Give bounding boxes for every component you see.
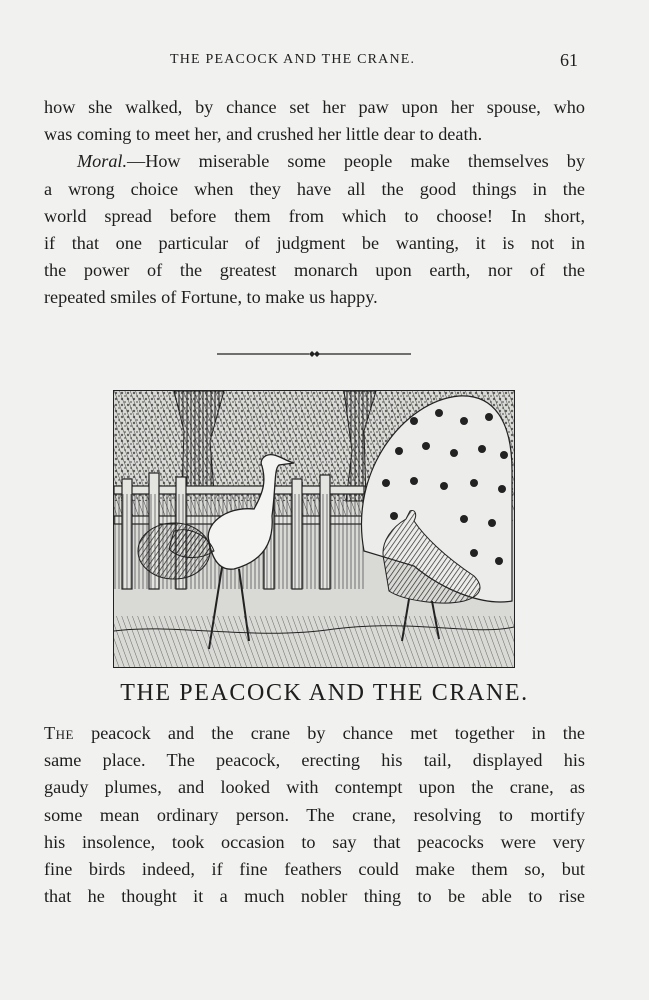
text-line (44, 720, 585, 747)
dropcap-word: The (44, 723, 74, 743)
moral-line (44, 148, 585, 175)
page-number: 61 (560, 50, 578, 70)
ornament-divider (217, 345, 411, 353)
text-line: was coming to meet her, and crushed her little dear to death. (44, 124, 483, 145)
ornament-rule-icon (217, 350, 411, 358)
text-line: some mean ordinary person. The crane, resolving to mortify (44, 804, 585, 825)
text-line: world spread before them from which to choose! In short, (44, 205, 585, 226)
text-line: a wrong choice when they have all the good things in the (44, 178, 585, 199)
text-line: his insolence, took occasion to say that peacocks were very (44, 831, 585, 852)
previous-fable-ending (44, 94, 585, 312)
text-line: repeated smiles of Fortune, to make us happy. (44, 287, 378, 308)
crane-and-peacock-icon (114, 391, 514, 667)
moral-label: Moral. (77, 151, 128, 172)
text-line: same place. The peacock, erecting his tail, displayed his (44, 750, 585, 771)
text-line: if that one particular of judgment be wanting, it is not in (44, 232, 585, 253)
text-line: that he thought it a much nobler thing to be able to rise (44, 886, 585, 907)
woodcut-illustration (113, 390, 515, 668)
moral-text: —How miserable some people make themselves by (127, 151, 585, 172)
running-title: THE PEACOCK AND THE CRANE. (170, 52, 416, 67)
text-line: fine birds indeed, if fine feathers could make them so, but (44, 858, 585, 879)
fable-text (44, 720, 585, 910)
text-fragment: peacock and the crane by chance met together in the (73, 723, 585, 743)
running-head (0, 50, 649, 74)
text-line: gaudy plumes, and looked with contempt upon the crane, as (44, 777, 585, 798)
text-line: the power of the greatest monarch upon earth, nor of the (44, 260, 585, 281)
fable-title: THE PEACOCK AND THE CRANE. (120, 680, 529, 706)
text-line: how she walked, by chance set her paw upon her spouse, who (44, 97, 585, 117)
